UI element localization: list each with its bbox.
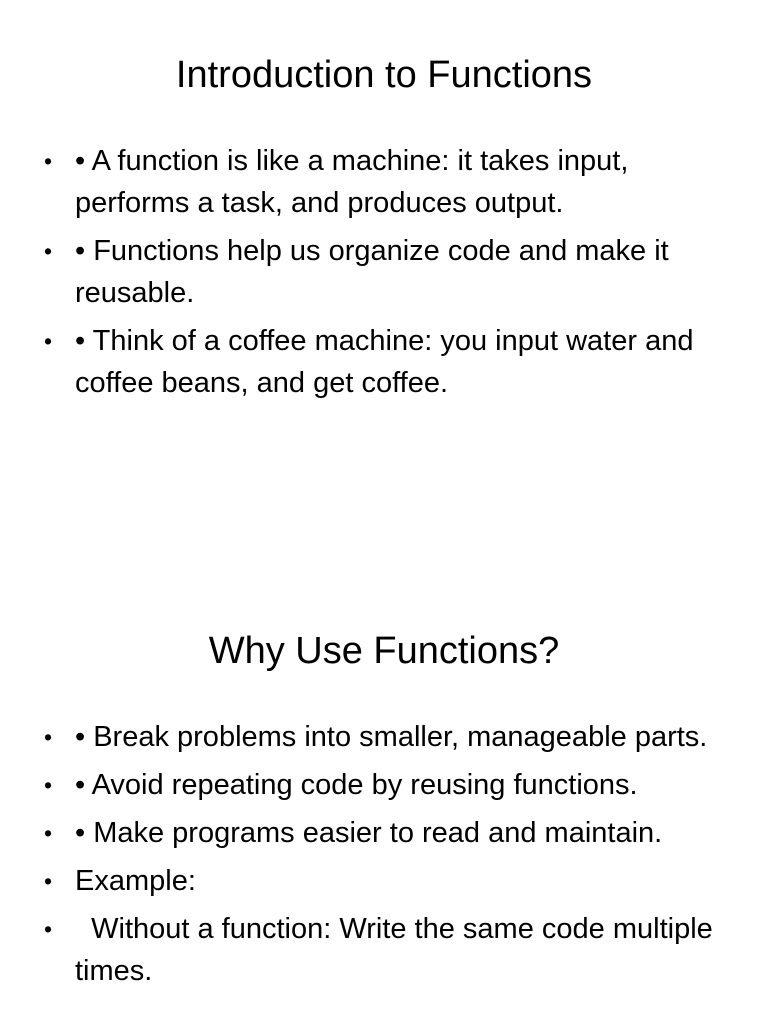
bullet-text: • Make programs easier to read and maintain. xyxy=(75,817,663,849)
bullet-text: • Think of a coffee machine: you input water and coffee beans, and get coffee. xyxy=(75,325,694,399)
slide-title: Why Use Functions? xyxy=(208,630,560,672)
bullet-text: • Break problems into smaller, manageable parts. xyxy=(75,721,708,753)
bullet-marker: • xyxy=(44,820,53,846)
bullet-marker: • xyxy=(44,772,53,798)
bullet-text: • Avoid repeating code by reusing functions. xyxy=(75,769,638,801)
bullet-marker: • xyxy=(44,868,53,894)
bullet-item xyxy=(44,764,724,806)
slide-why-use-functions xyxy=(0,576,768,1024)
bullet-item xyxy=(44,860,724,902)
bullet-item xyxy=(44,812,724,854)
bullet-item xyxy=(44,908,724,992)
bullet-marker: • xyxy=(44,238,53,264)
bullet-item xyxy=(44,230,724,314)
bullet-list xyxy=(44,140,724,410)
bullet-marker: • xyxy=(44,148,53,174)
bullet-marker: • xyxy=(44,916,53,942)
bullet-item xyxy=(44,140,724,224)
bullet-text: Without a function: Write the same code multiple times. xyxy=(75,913,721,987)
bullet-text: • A function is like a machine: it takes input, performs a task, and produces output. xyxy=(75,145,629,219)
bullet-list xyxy=(44,716,724,998)
bullet-marker: • xyxy=(44,328,53,354)
slide-title: Introduction to Functions xyxy=(175,54,593,96)
bullet-marker: • xyxy=(44,724,53,750)
bullet-item xyxy=(44,716,724,758)
bullet-text: • Functions help us organize code and make it reusable. xyxy=(75,235,669,309)
bullet-text: Example: xyxy=(75,865,196,897)
bullet-item xyxy=(44,320,724,404)
